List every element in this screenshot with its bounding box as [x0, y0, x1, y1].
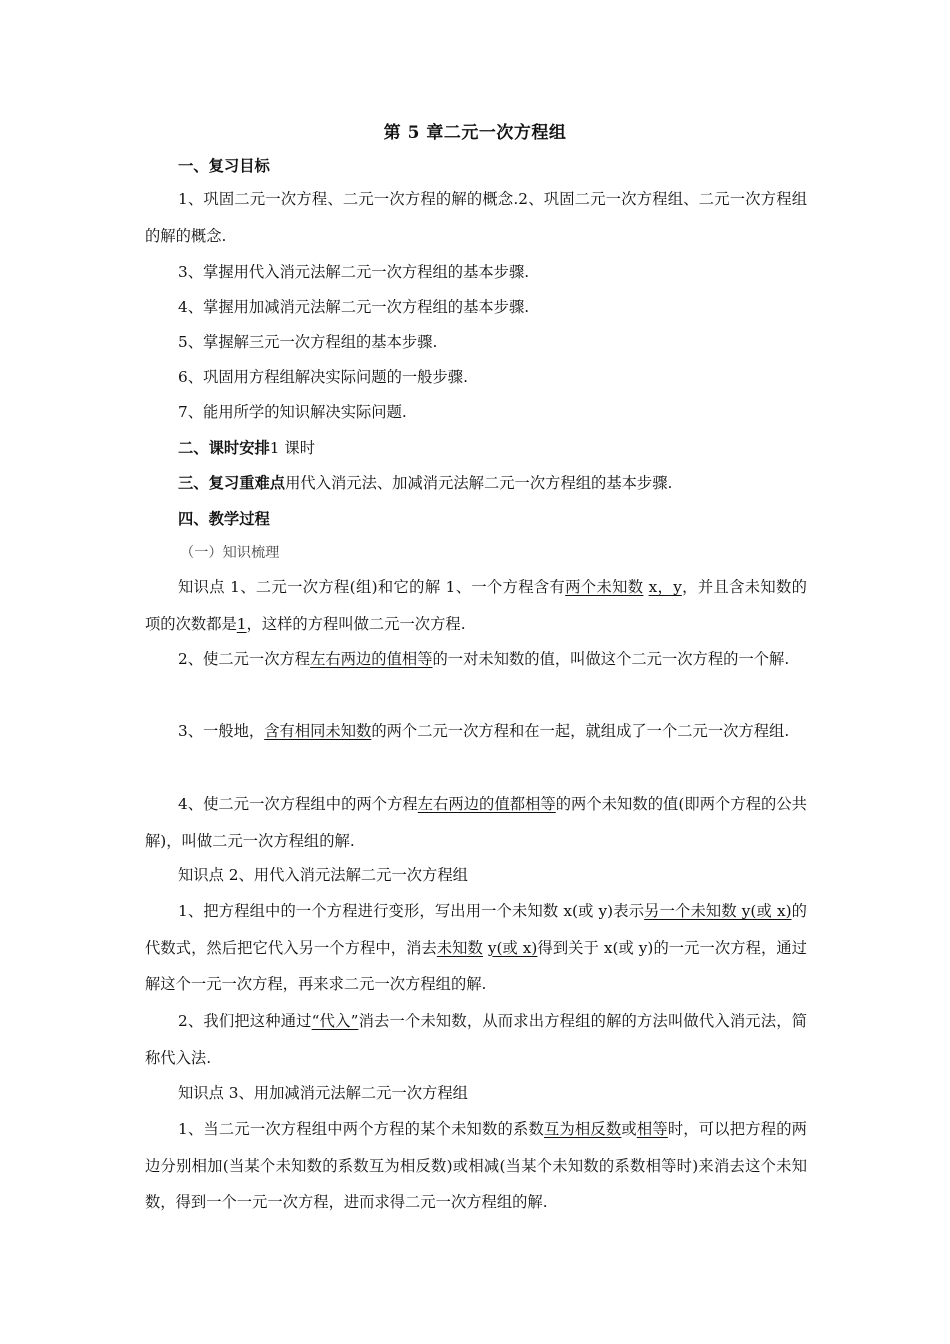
text-run: 消去一个未知数，从而求出方程组的解的方法叫做代入消元法，简称代入法.: [145, 1012, 807, 1067]
document-title: 第 5 章二元一次方程组: [383, 123, 567, 143]
text-run: 1、把方程组中的一个方程进行变形，写出用一个未知数 x(或 y)表示: [178, 902, 645, 920]
schedule-label: 二、课时安排: [178, 439, 270, 457]
knowledge-point-1-4: [145, 786, 807, 859]
text-run: 的代数式，然后把它代入另一个方程中，消去: [145, 902, 807, 957]
text-run: 的一对未知数的值，叫做这个二元一次方程的一个解.: [432, 650, 790, 668]
underlined-answer: 另一个未知数 y(或 x): [644, 902, 792, 920]
goal-item-4: 4、掌握用加减消元法解二元一次方程组的基本步骤.: [178, 298, 530, 316]
goal-item-3: 3、掌握用代入消元法解二元一次方程组的基本步骤.: [178, 263, 530, 281]
text-run: 2、使二元一次方程: [178, 650, 311, 668]
text-run: 的两个未知数的值(即两个方程的公共解)，叫做二元一次方程组的解.: [145, 795, 807, 850]
knowledge-point-1: [145, 569, 807, 642]
key-points-label: 三、复习重难点: [178, 474, 286, 492]
goal-item-5: 5、掌握解三元一次方程组的基本步骤.: [178, 333, 438, 351]
text-run: ，这样的方程叫做二元一次方程.: [246, 614, 466, 633]
knowledge-point-2-2: [145, 1003, 807, 1076]
goal-item-6: 6、巩固用方程组解决实际问题的一般步骤.: [178, 368, 468, 386]
underlined-answer: “代入”: [311, 1012, 359, 1030]
section-heading-process: 四、教学过程: [178, 510, 270, 528]
knowledge-point-1-2: [145, 641, 807, 678]
underlined-answer: 两个未知数: [565, 578, 644, 596]
underlined-answer: 左右两边的值相等: [310, 650, 433, 668]
text-run: 时，可以把方程的两边分别相加(当某个未知数的系数互为相反数)或相减(当某个未知数的系数相等时)来消去这个未知数，得到一个一元一次方程，进而求得二元一次方程组的解.: [145, 1120, 807, 1211]
underlined-answer: 相等: [636, 1120, 668, 1138]
underlined-answer: 1: [236, 614, 247, 633]
goal-item-7: 7、能用所学的知识解决实际问题.: [178, 403, 407, 421]
underlined-answer: 未知数: [436, 938, 483, 957]
knowledge-point-3-1: [145, 1111, 807, 1221]
underlined-answer: 互为相反数: [543, 1120, 622, 1138]
text-run: 或: [621, 1120, 637, 1138]
section-key-points: [145, 465, 807, 502]
text-run: 得到关于 x(或 y)的一元一次方程，通过解这个一元一次方程，再来求二元一次方程组的解.: [145, 938, 807, 993]
text-run: 知识点 1、二元一次方程(组)和它的解 1、一个方程含有: [178, 578, 566, 596]
underlined-answer: x，y: [648, 578, 682, 596]
section-heading-goals: 一、复习目标: [178, 157, 270, 175]
knowledge-point-2-1: [145, 893, 807, 1003]
underlined-answer: 含有相同未知数: [264, 722, 372, 740]
underlined-answer: 左右两边的值都相等: [417, 795, 556, 813]
subsection-knowledge: （一）知识梳理: [180, 545, 280, 561]
knowledge-point-3-heading: 知识点 3、用加减消元法解二元一次方程组: [178, 1084, 468, 1102]
section-schedule: [145, 430, 807, 467]
goal-item-1: 1、巩固二元一次方程、二元一次方程的解的概念.2、巩固二元一次方程组、二元一次方程组的解的概念.: [145, 190, 807, 245]
text-run: 4、使二元一次方程组中的两个方程: [178, 795, 418, 813]
knowledge-point-2-heading: 知识点 2、用代入消元法解二元一次方程组: [178, 866, 468, 884]
knowledge-point-1-3: [145, 713, 807, 750]
schedule-value: 1 课时: [269, 439, 315, 457]
text-run: 2、我们把这种通过: [178, 1012, 312, 1030]
text-run: 3、一般地，: [178, 722, 265, 740]
text-run: ，并且含未知数的项的次数都是: [145, 578, 807, 633]
key-points-text: 用代入消元法、加减消元法解二元一次方程组的基本步骤.: [285, 474, 673, 492]
text-run: 1、当二元一次方程组中两个方程的某个未知数的系数: [178, 1120, 544, 1138]
underlined-answer: y(或 x): [487, 938, 538, 957]
text-run: 的两个二元一次方程和在一起，就组成了一个二元一次方程组.: [371, 722, 790, 740]
